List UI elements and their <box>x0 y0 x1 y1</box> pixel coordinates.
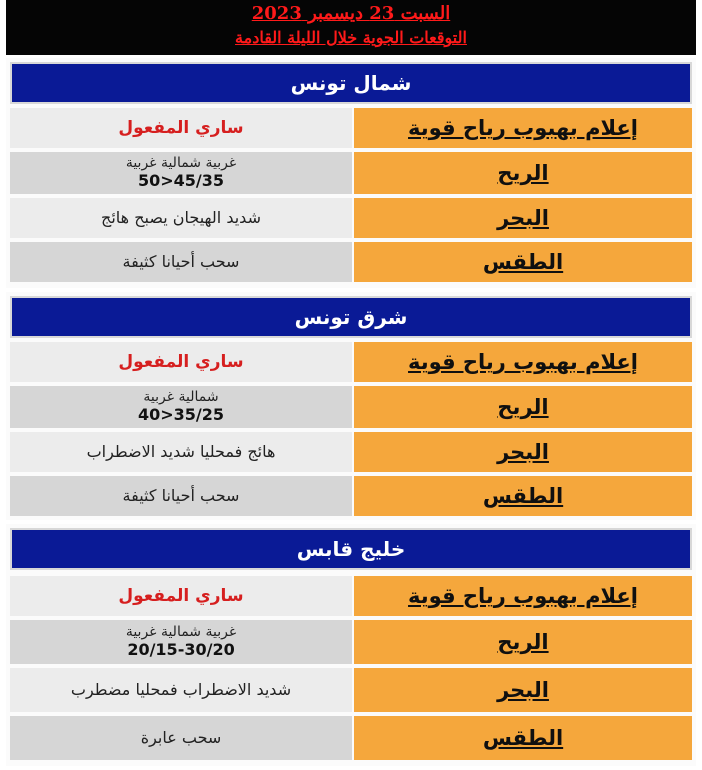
alert-label-cell <box>354 108 692 148</box>
alert-label-cell <box>354 342 692 382</box>
wind-label: الريح <box>497 630 549 654</box>
weather-label-cell <box>354 242 692 282</box>
alert-label: إعلام بهبوب رياح قوية <box>408 350 638 374</box>
weather-row <box>10 476 692 516</box>
sea-state: هائج فمحليا شديد الاضطراب <box>86 442 276 461</box>
weather-state: سحب عابرة <box>140 728 222 747</box>
weather-value-cell <box>10 242 352 282</box>
weather-label: الطقس <box>482 250 564 274</box>
wind-label: الريح <box>497 161 549 185</box>
alert-status: ساري المفعول <box>118 352 244 372</box>
wind-row <box>10 386 692 428</box>
wind-direction: شمالية غربية <box>143 389 219 405</box>
alert-label: إعلام بهبوب رياح قوية <box>408 584 638 608</box>
wind-value-cell <box>10 386 352 428</box>
sea-value-cell <box>10 432 352 472</box>
wind-speed: 40>35/25 <box>137 405 225 424</box>
alert-row <box>10 108 692 148</box>
forecast-subtitle: التوقعات الجوية خلال الليلة القادمة <box>235 28 467 47</box>
alert-status: ساري المفعول <box>118 118 244 138</box>
sea-label-cell <box>354 668 692 712</box>
alert-status: ساري المفعول <box>118 586 244 606</box>
wind-label-cell <box>354 152 692 194</box>
sea-value-cell <box>10 198 352 238</box>
wind-label: الريح <box>497 395 549 419</box>
region-section-north <box>6 58 696 288</box>
weather-row <box>10 716 692 760</box>
page-header <box>6 0 696 55</box>
weather-label: الطقس <box>482 484 564 508</box>
region-title: خليج قابس <box>10 528 692 570</box>
weather-label-cell <box>354 476 692 516</box>
alert-value-cell <box>10 342 352 382</box>
sea-row <box>10 668 692 712</box>
weather-state: سحب أحيانا كثيفة <box>122 486 240 505</box>
region-section-gabes <box>6 524 696 766</box>
sea-value-cell <box>10 668 352 712</box>
alert-row <box>10 342 692 382</box>
wind-speed: 20/15-30/20 <box>127 640 235 659</box>
sea-row <box>10 432 692 472</box>
region-title: شمال تونس <box>10 62 692 104</box>
sea-label: البحر <box>497 206 549 230</box>
forecast-date: السبت 23 ديسمبر 2023 <box>251 3 451 24</box>
alert-label: إعلام بهبوب رياح قوية <box>408 116 638 140</box>
region-title: شرق تونس <box>10 296 692 338</box>
alert-value-cell <box>10 108 352 148</box>
wind-value-cell <box>10 620 352 664</box>
wind-direction: غربية شمالية غربية <box>125 624 237 640</box>
wind-row <box>10 152 692 194</box>
weather-state: سحب أحيانا كثيفة <box>122 252 240 271</box>
alert-label-cell <box>354 576 692 616</box>
wind-label-cell <box>354 620 692 664</box>
wind-direction: غربية شمالية غربية <box>125 155 237 171</box>
sea-label: البحر <box>497 678 549 702</box>
wind-label-cell <box>354 386 692 428</box>
weather-value-cell <box>10 476 352 516</box>
alert-row <box>10 576 692 616</box>
sea-state: شديد الهيجان يصبح هائج <box>101 208 261 227</box>
weather-label-cell <box>354 716 692 760</box>
wind-speed: 50>45/35 <box>137 171 225 190</box>
sea-state: شديد الاضطراب فمحليا مضطرب <box>70 680 292 699</box>
sea-row <box>10 198 692 238</box>
sea-label-cell <box>354 198 692 238</box>
region-section-east <box>6 292 696 520</box>
weather-value-cell <box>10 716 352 760</box>
wind-value-cell <box>10 152 352 194</box>
alert-value-cell <box>10 576 352 616</box>
weather-label: الطقس <box>482 726 564 750</box>
wind-row <box>10 620 692 664</box>
sea-label: البحر <box>497 440 549 464</box>
weather-row <box>10 242 692 282</box>
sea-label-cell <box>354 432 692 472</box>
